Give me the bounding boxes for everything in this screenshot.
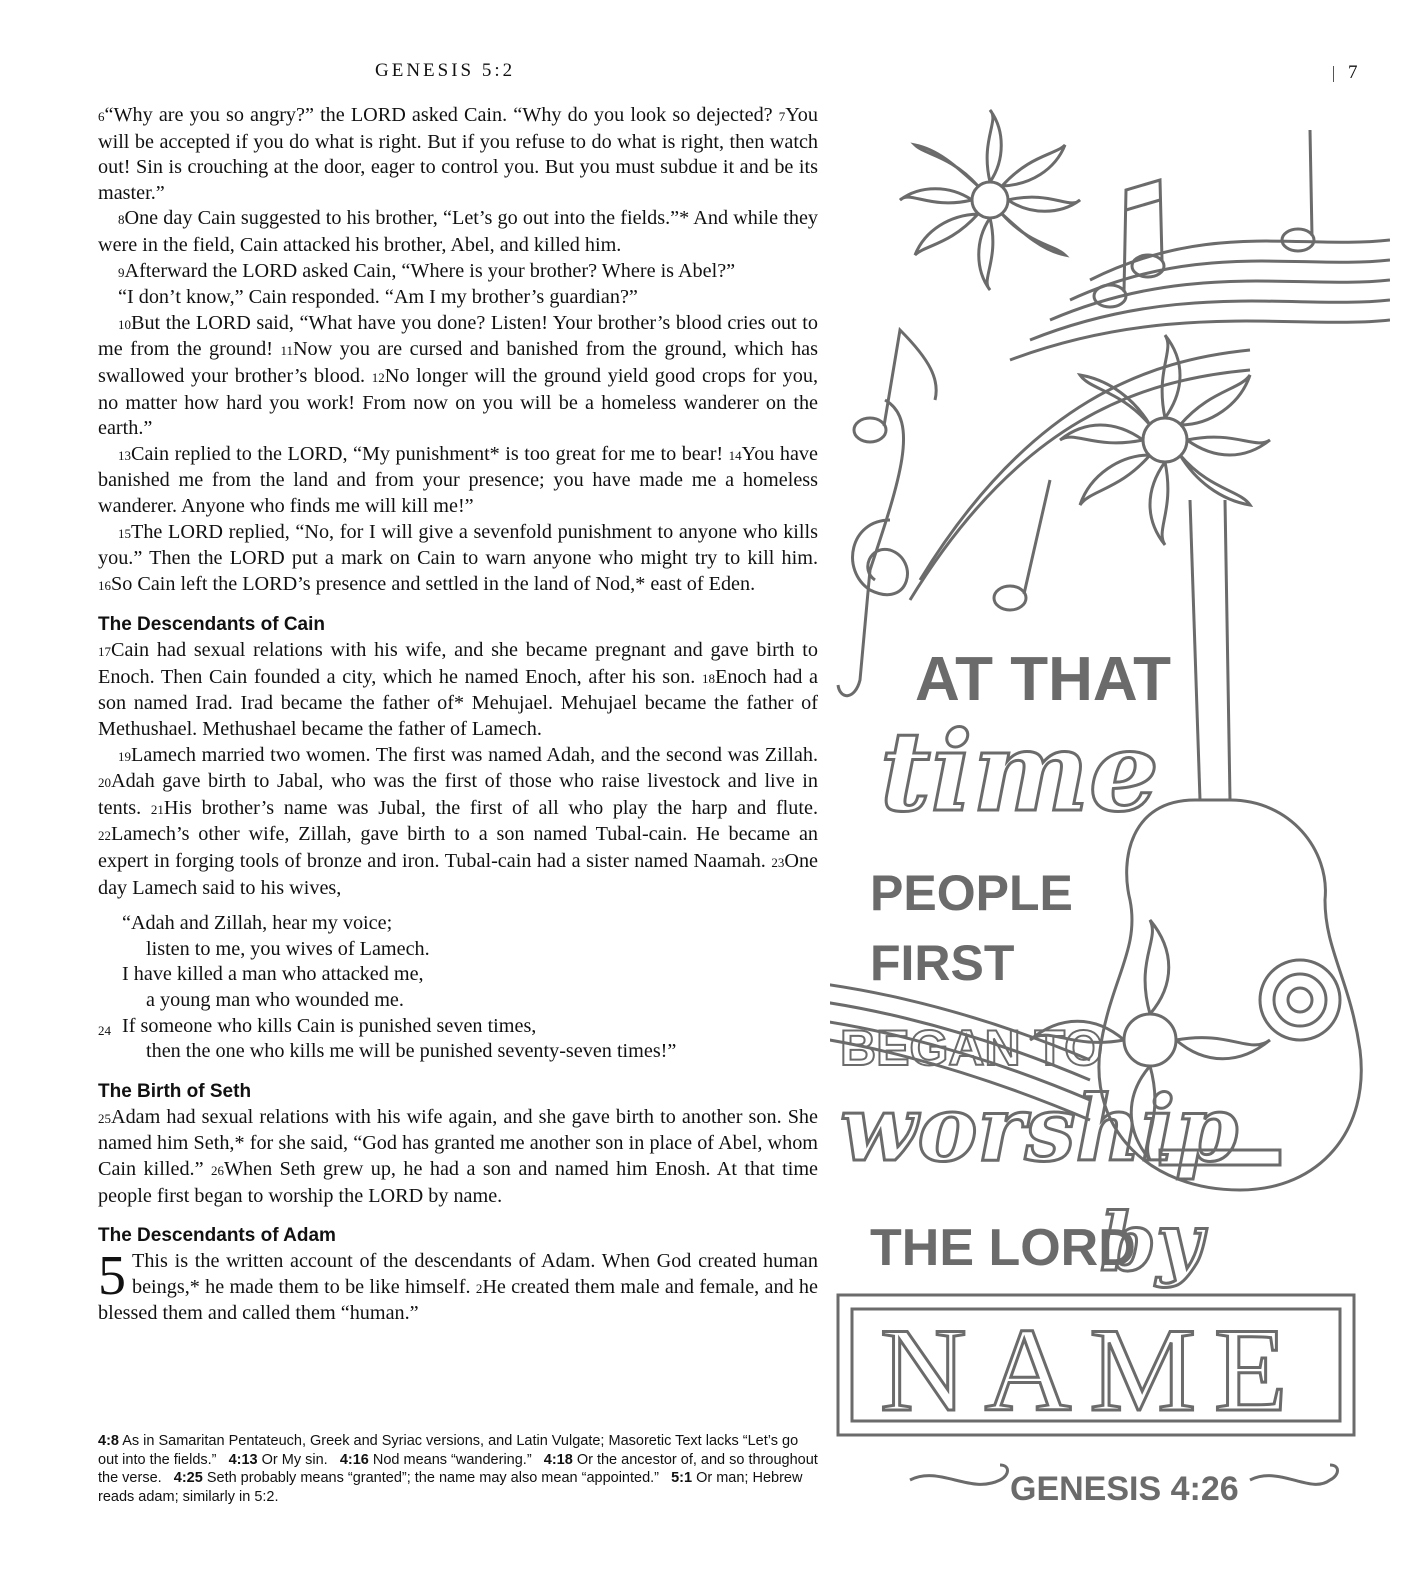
chapter-number: 5 xyxy=(98,1245,126,1308)
verse-number: 16 xyxy=(98,577,111,593)
verse-text: Adam had sexual relations with his wife again, and she gave birth to another son. She named him Seth,* for she said, “God has granted me another son in place of Abel, whom Cain killed.” xyxy=(98,1105,818,1180)
verse-9 xyxy=(98,259,818,286)
verse-9-continued xyxy=(98,285,818,311)
verse-13-14 xyxy=(98,442,818,520)
verse-text: When Seth grew up, he had a son and named him Enosh. At that time people first began to worship the LORD by name. xyxy=(98,1157,819,1207)
verse-text: Enoch had a son named Irad. Irad became the father of* Mehujael. Mehujael became the father of Methushael. Methushael became the father of Lamech. xyxy=(98,665,818,741)
verse-text: One day Lamech said to his wives, xyxy=(98,850,818,899)
poem-line: a young man who wounded me. xyxy=(146,989,404,1011)
page-number xyxy=(1333,62,1358,84)
verse-text: You will be accepted if you do what is right. But if you refuse to do what is right, then watch out! Sin is crouching at the door, eager to control you. But you must subdue it and be its master.” xyxy=(98,104,818,204)
verse-number: 18 xyxy=(701,670,715,686)
footnote-text: Seth probably means “granted”; the name may also mean “appointed.” xyxy=(206,1470,659,1486)
verse-text: Cain replied to the LORD, “My punishment* is too great for me to bear! xyxy=(131,442,729,465)
verse-number: 17 xyxy=(98,644,111,660)
verse-8 xyxy=(98,206,818,258)
verse-10-12 xyxy=(98,311,818,442)
verse-number: 21 xyxy=(150,801,164,817)
footnote-ref: 5:1 xyxy=(671,1470,693,1486)
verse-number: 8 xyxy=(118,212,125,228)
art-text-began-to: BEGAN TO xyxy=(840,1020,1103,1076)
swirl-right-icon xyxy=(1250,1465,1338,1484)
swirl-left-icon xyxy=(910,1465,1008,1484)
page-number-text: 7 xyxy=(1348,62,1358,83)
chapter-5-opening xyxy=(98,1245,818,1327)
verse-number: 7 xyxy=(778,109,786,124)
verse-text: One day Cain suggested to his brother, “Let’s go out into the fields.”* And while they were in the field, Cain attacked his brother, Abel, and killed him. xyxy=(98,207,818,256)
footnote-text: As in Samaritan Pentateuch, Greek and Syriac versions, and Latin Vulgate; Masoretic Text lacks “Let’s go out into the fields.” xyxy=(98,1433,799,1468)
verse-text: Lamech married two women. The first was named Adah, and the second was Zillah. xyxy=(131,743,818,766)
art-text-first: FIRST xyxy=(870,935,1015,991)
verse-number: 26 xyxy=(210,1162,224,1178)
verse-text: The LORD replied, “No, for I will give a sevenfold punishment to anyone who kills you.” Then the LORD put a mark on Cain to warn anyone who might try to kill him. xyxy=(98,520,818,570)
footnote-ref: 4:13 xyxy=(228,1451,258,1468)
verse-number: 20 xyxy=(98,775,111,791)
flower-top-left-icon xyxy=(900,110,1080,290)
footnote-ref: 4:18 xyxy=(543,1451,573,1468)
verse-text: “I don’t know,” Cain responded. “Am I my brother’s guardian?” xyxy=(118,286,638,309)
verse-text: Lamech’s other wife, Zillah, gave birth to a son named Tubal-cain. He became an expert in forging tools of bronze and iron. Tubal-cain had a sister named Naamah. xyxy=(98,823,818,873)
verse-number: 23 xyxy=(771,855,785,871)
verse-6-7 xyxy=(98,103,818,206)
section-heading-seth: The Birth of Seth xyxy=(98,1080,252,1102)
poem-line: “Adah and Zillah, hear my voice; xyxy=(122,912,393,935)
verse-number: 11 xyxy=(280,343,293,359)
verse-number: 9 xyxy=(118,264,125,280)
verse-number: 10 xyxy=(118,316,131,332)
poem-line: I have killed a man who attacked me, xyxy=(122,963,424,986)
verse-text: Afterward the LORD asked Cain, “Where is your brother? Where is Abel?” xyxy=(124,259,736,282)
verse-number: 14 xyxy=(728,447,742,463)
verse-number: 6 xyxy=(98,109,105,124)
verse-text: Adah gave birth to Jabal, who was the first of those who raise livestock and live in tents. xyxy=(98,770,818,819)
verse-text: He created them male and female, and he blessed them and called them “human.” xyxy=(98,1275,818,1325)
verse-number: 12 xyxy=(371,369,385,385)
verse-19-23 xyxy=(98,743,818,902)
footnote-ref: 4:8 xyxy=(98,1433,119,1449)
verse-number: 24 xyxy=(98,1022,111,1038)
footnote-text: Or My sin. xyxy=(261,1451,328,1468)
footnotes xyxy=(98,1432,818,1506)
verse-text: But the LORD said, “What have you done? Listen! Your brother’s blood cries out to me from the ground! xyxy=(98,311,818,361)
verse-17-18 xyxy=(98,638,818,742)
footnote-ref: 4:25 xyxy=(173,1470,203,1486)
poem-line-24 xyxy=(98,1014,818,1040)
verse-15-16 xyxy=(98,520,818,599)
footnote-text: Nod means “wandering.” xyxy=(372,1451,532,1468)
flower-center-icon xyxy=(1060,335,1270,545)
poem-lamech xyxy=(98,911,818,1065)
verse-text: This is the written account of the descendants of Adam. When God created human beings,* he made them to be like himself. xyxy=(132,1250,818,1298)
running-head: GENESIS 5:2 xyxy=(375,60,516,81)
verse-text: No longer will the ground yield good crops for you, no matter how hard you work! From now on you will be a homeless wanderer on the earth.” xyxy=(98,364,818,440)
verse-text: Now you are cursed and banished from the ground, which has swallowed your brother’s blood. xyxy=(98,338,818,387)
verse-25-26 xyxy=(98,1105,818,1209)
section-heading-adam: The Descendants of Adam xyxy=(98,1225,336,1247)
art-text-name: NAME xyxy=(880,1303,1306,1436)
music-staff-top xyxy=(910,240,1390,600)
verse-number: 22 xyxy=(98,828,111,844)
art-text-time: time xyxy=(880,707,1159,836)
footnote-ref: 4:16 xyxy=(339,1451,369,1468)
verse-number: 19 xyxy=(118,748,131,764)
poem-line: listen to me, you wives of Lamech. xyxy=(146,937,430,960)
verse-text: You have banished me from the land and from your presence; you have made me a homeless wanderer. Anyone who finds me will kill me!” xyxy=(98,442,818,517)
verse-text: So Cain left the LORD’s presence and settled in the land of Nod,* east of Eden. xyxy=(111,572,756,595)
coloring-artwork xyxy=(830,100,1390,1520)
verse-number: 2 xyxy=(475,1280,483,1296)
art-text-worship: worship xyxy=(840,1076,1239,1182)
verse-number: 15 xyxy=(118,525,131,541)
art-text-at-that: AT THAT xyxy=(915,645,1171,714)
poem-line-text: If someone who kills Cain is punished seven times, xyxy=(122,1014,537,1037)
verse-text: “Why are you so angry?” the LORD asked Cain. “Why do you look so dejected? xyxy=(104,104,779,126)
poem-line: then the one who kills me will be punished seventy-seven times!” xyxy=(146,1040,677,1063)
art-text-people: PEOPLE xyxy=(870,865,1073,921)
page-number-divider xyxy=(1333,66,1334,82)
footnote-text: Or man; Hebrew reads adam; similarly in 5:2. xyxy=(98,1470,803,1505)
verse-text: His brother’s name was Jubal, the first of all who play the harp and flute. xyxy=(163,796,818,819)
section-heading-cain: The Descendants of Cain xyxy=(98,614,325,636)
art-text-reference: GENESIS 4:26 xyxy=(1010,1470,1239,1508)
verse-number: 25 xyxy=(98,1110,111,1126)
art-text-by: by xyxy=(1100,1195,1203,1289)
treble-clef-icon xyxy=(838,400,907,696)
footnote-text: Or the ancestor of, and so throughout the verse. xyxy=(98,1451,818,1486)
verse-number: 13 xyxy=(118,447,131,463)
art-text-the-lord: THE LORD xyxy=(870,1219,1136,1277)
verse-text: Cain had sexual relations with his wife, and she became pregnant and gave birth to Enoch. Then Cain founded a city, which he named Enoch, after his son. xyxy=(98,639,818,688)
scripture-text-column xyxy=(98,103,818,1327)
